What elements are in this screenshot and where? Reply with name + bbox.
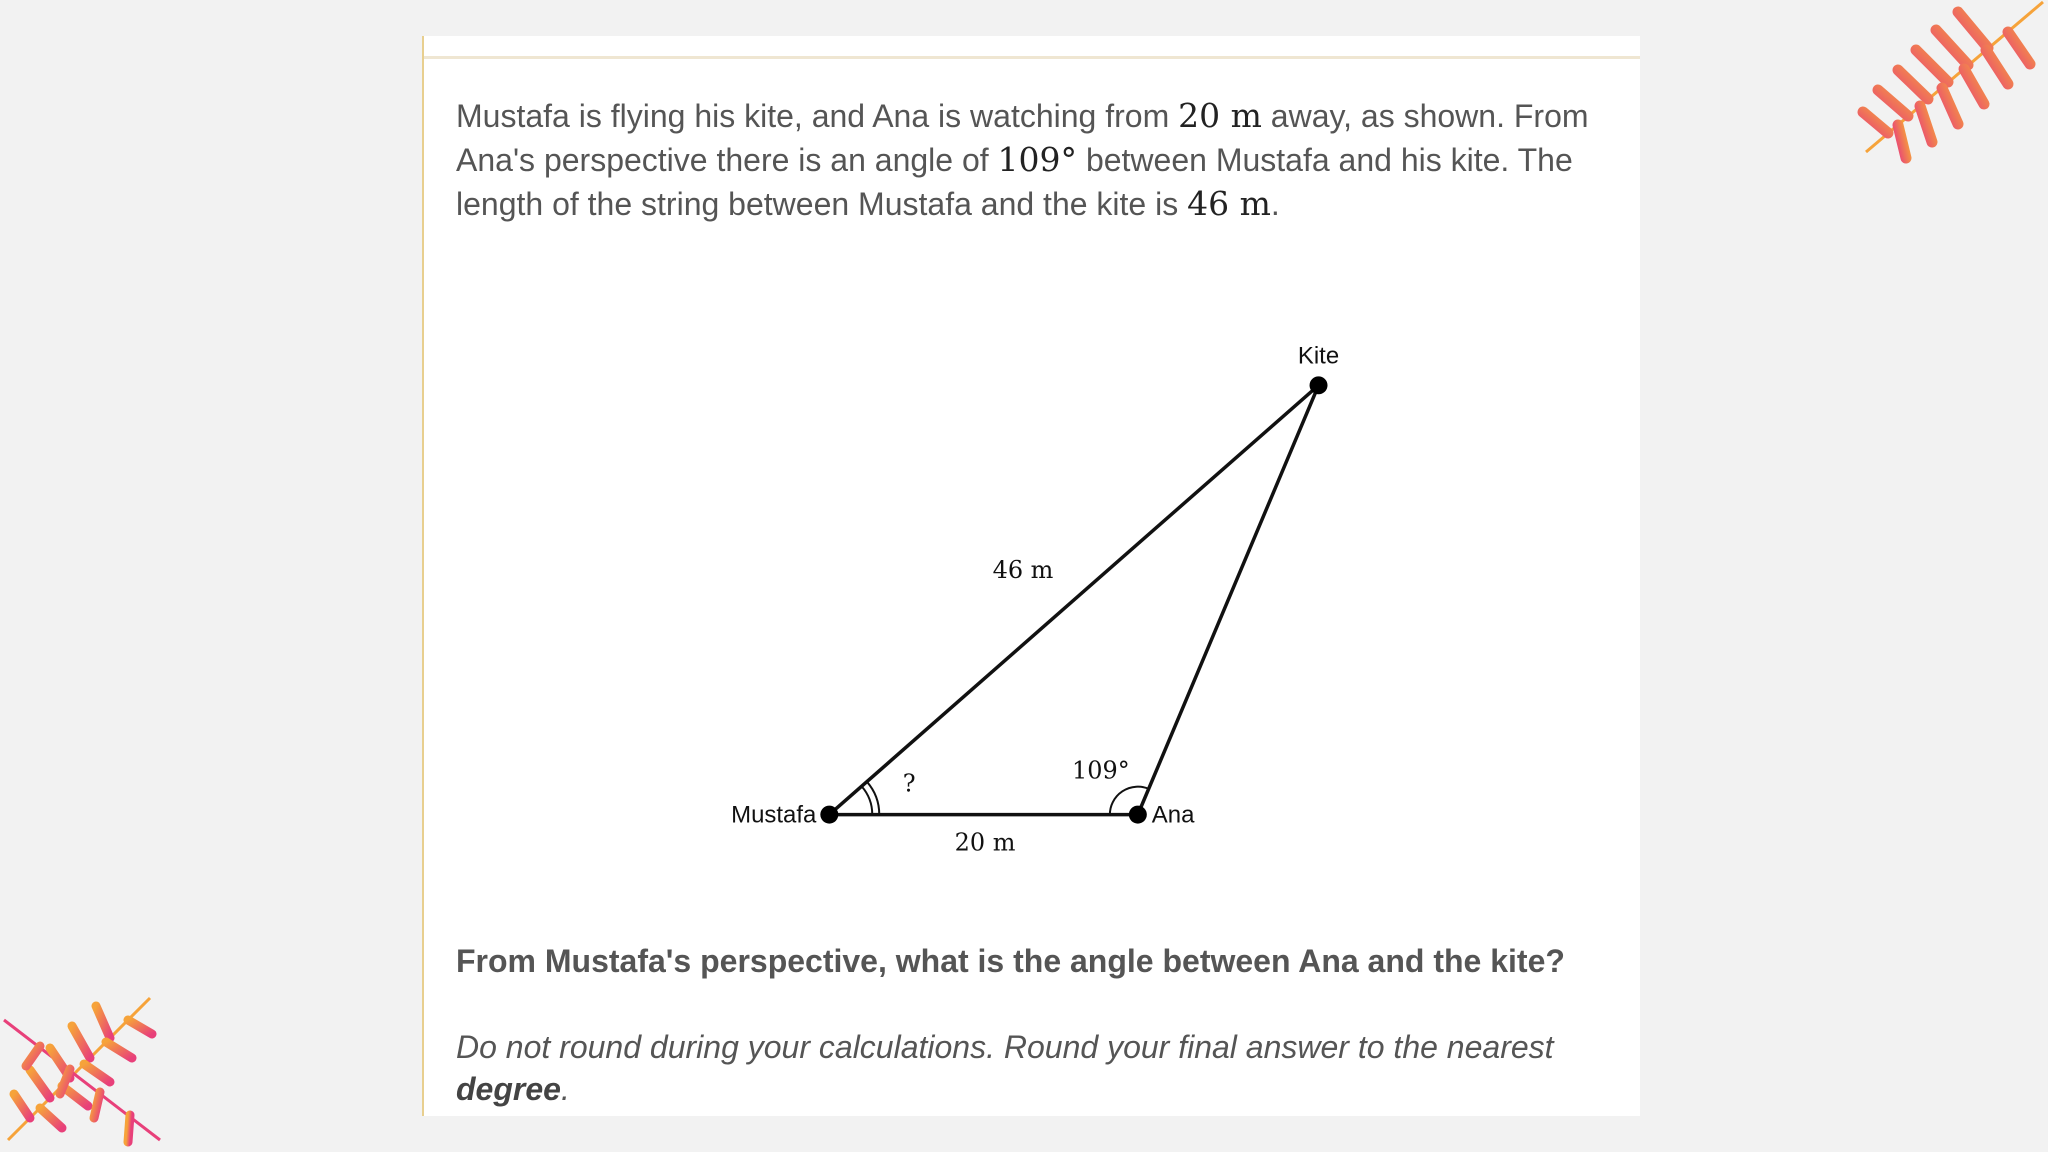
ana-label: Ana (1151, 801, 1195, 829)
instruction-text (456, 1026, 1616, 1110)
prompt-string-length: 46 m (1187, 184, 1271, 223)
ana-point (1129, 806, 1147, 824)
instruction-before: Do not round during your calculations. Round your final answer to the nearest (456, 1029, 1554, 1065)
leaf-branch-icon (0, 990, 170, 1152)
ana-angle-label: 109° (1072, 756, 1130, 785)
side-mustafa-kite (829, 385, 1318, 814)
mustafa-label: Mustafa (731, 801, 817, 829)
prompt-text-2: away, as shown. From Ana's perspective there is an angle of (456, 98, 1589, 178)
unknown-angle-label: ? (902, 769, 916, 798)
string-length-label: 46 m (992, 555, 1054, 584)
problem-card (422, 36, 1640, 1116)
question-text: From Mustafa's perspective, what is the angle between Ana and the kite? (456, 943, 1565, 979)
instruction-emphasis: degree (456, 1071, 561, 1107)
kite-point (1310, 376, 1328, 394)
prompt-text-3: between Mustafa and his kite. The length of the string between Mustafa and the kite is (456, 142, 1573, 222)
prompt-angle: 109° (997, 140, 1078, 179)
side-ana-kite (1138, 385, 1319, 814)
leaf-branch-icon (1848, 0, 2048, 170)
ground-distance-label: 20 m (954, 828, 1016, 857)
instruction-after: . (560, 1071, 570, 1107)
prompt-text-4: . (1270, 186, 1280, 222)
kite-label: Kite (1297, 342, 1340, 370)
mustafa-point (820, 806, 838, 824)
prompt-text-1: Mustafa is flying his kite, and Ana is watching from (456, 98, 1179, 134)
prompt-distance: 20 m (1178, 96, 1262, 135)
angle-arc-mustafa-inner (862, 786, 873, 814)
